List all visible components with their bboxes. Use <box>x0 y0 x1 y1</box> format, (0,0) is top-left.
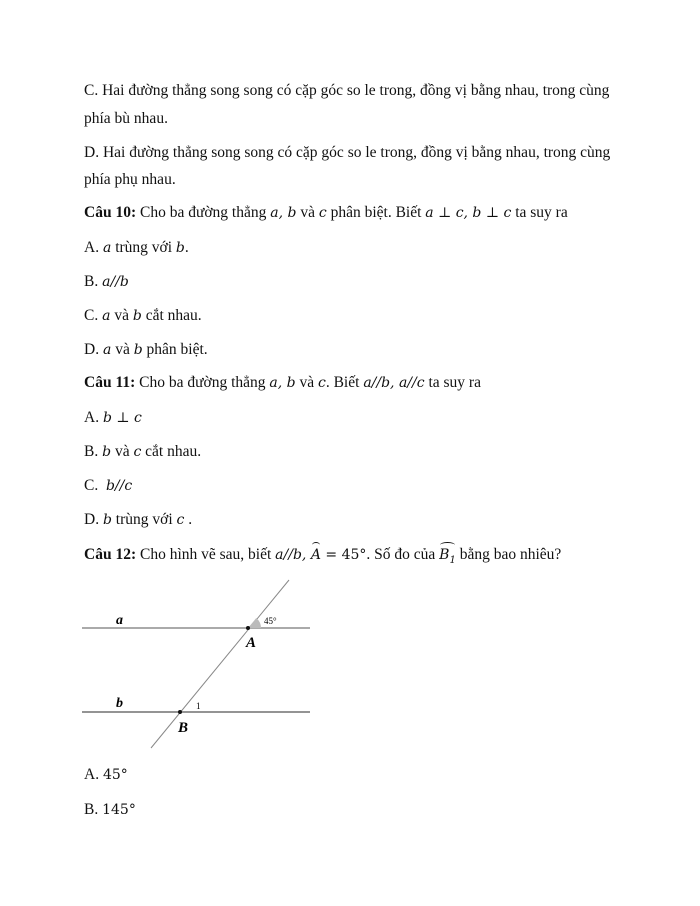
option-math: b <box>175 240 185 256</box>
option-prefix: A. <box>84 239 103 256</box>
angle-a-marker <box>248 618 261 628</box>
point-a-dot <box>246 626 250 630</box>
option-text: và <box>110 307 133 324</box>
option-math: b//c <box>105 478 133 494</box>
option-math: b <box>102 512 112 528</box>
q9-option-d-line1: D. Hai đường thẳng song song có cặp góc so le trong, đồng vị bằng nhau, trong cùng <box>84 144 611 161</box>
option-prefix: A. <box>84 766 103 783</box>
option-text: . <box>184 239 189 256</box>
q10-text: Cho ba đường thẳng <box>136 204 271 221</box>
option-math: a <box>102 240 112 256</box>
option-text: . <box>184 511 193 528</box>
option-text: và <box>111 443 134 460</box>
q12-option-b[interactable] <box>84 800 136 820</box>
line-a-label: a <box>116 613 123 628</box>
q11-text: Cho ba đường thẳng <box>135 374 270 391</box>
q10-text: phân biệt. Biết <box>326 204 426 221</box>
angle-a-label: 45° <box>264 616 277 626</box>
q10-math: a ⊥ c, b ⊥ c <box>425 205 512 221</box>
q10-label: Câu 10: <box>84 204 137 221</box>
q9-option-c-line2: phía bù nhau. <box>84 110 168 127</box>
point-b-dot <box>178 710 182 714</box>
option-math: a <box>102 342 112 358</box>
q12-math: = 45° <box>320 547 367 563</box>
q11-math: c <box>318 375 326 391</box>
q10-math: a, b <box>270 205 297 221</box>
q10-text: và <box>296 204 319 221</box>
option-math: b ⊥ c <box>102 410 142 426</box>
q12-option-a[interactable] <box>84 765 128 785</box>
q12-angle-b-letter: B <box>439 547 450 563</box>
option-prefix: C. <box>84 307 103 324</box>
option-math: c <box>133 444 142 460</box>
point-b-label: B <box>178 720 189 736</box>
q9-option-d-line2: phía phụ nhau. <box>84 171 176 188</box>
option-math: b <box>133 342 143 358</box>
q12-angle-b-sub: 1 <box>449 554 456 566</box>
option-prefix: B. <box>84 801 103 818</box>
line-b-label: b <box>116 696 123 711</box>
q10-text: ta suy ra <box>511 204 568 221</box>
option-value: 45° <box>102 767 128 783</box>
transversal-line <box>151 580 289 748</box>
q11-text: . Biết <box>325 374 364 391</box>
option-text: phân biệt. <box>142 341 208 358</box>
option-prefix: D. <box>84 341 103 358</box>
q12-math: a//b, <box>275 547 311 563</box>
q12-text: bằng bao nhiêu? <box>455 546 562 563</box>
option-math: b <box>132 308 142 324</box>
q12-label: Câu 12: <box>84 546 137 563</box>
q11-text: ta suy ra <box>424 374 481 391</box>
option-prefix: B. <box>84 273 103 290</box>
point-a-label: A <box>246 635 257 651</box>
q9-option-c-line1: C. Hai đường thẳng song song có cặp góc so le trong, đồng vị bằng nhau, trong cùng <box>84 82 610 99</box>
option-prefix: D. <box>84 511 103 528</box>
option-value: 145° <box>102 802 136 818</box>
q12-text: . Số đo của <box>366 546 440 563</box>
option-prefix: A. <box>84 409 103 426</box>
option-math: b <box>102 444 112 460</box>
option-text: cắt nhau. <box>141 443 202 460</box>
q12-text: Cho hình vẽ sau, biết <box>136 546 276 563</box>
q11-label: Câu 11: <box>84 374 136 391</box>
option-text: và <box>111 341 134 358</box>
option-text: trùng với <box>111 239 176 256</box>
option-text: trùng với <box>111 511 177 528</box>
q11-math: a//b, a//c <box>363 375 425 391</box>
q11-text: và <box>295 374 318 391</box>
angle-b1-label: 1 <box>196 701 201 711</box>
q10-math: c <box>318 205 327 221</box>
q12-angle-a: A <box>310 547 321 563</box>
option-math: a//b <box>102 274 129 290</box>
option-text: cắt nhau. <box>141 307 202 324</box>
q11-math: a, b <box>269 375 296 391</box>
option-prefix: C. <box>84 477 106 494</box>
option-math: c <box>176 512 185 528</box>
option-math: a <box>102 308 111 324</box>
option-prefix: B. <box>84 443 103 460</box>
